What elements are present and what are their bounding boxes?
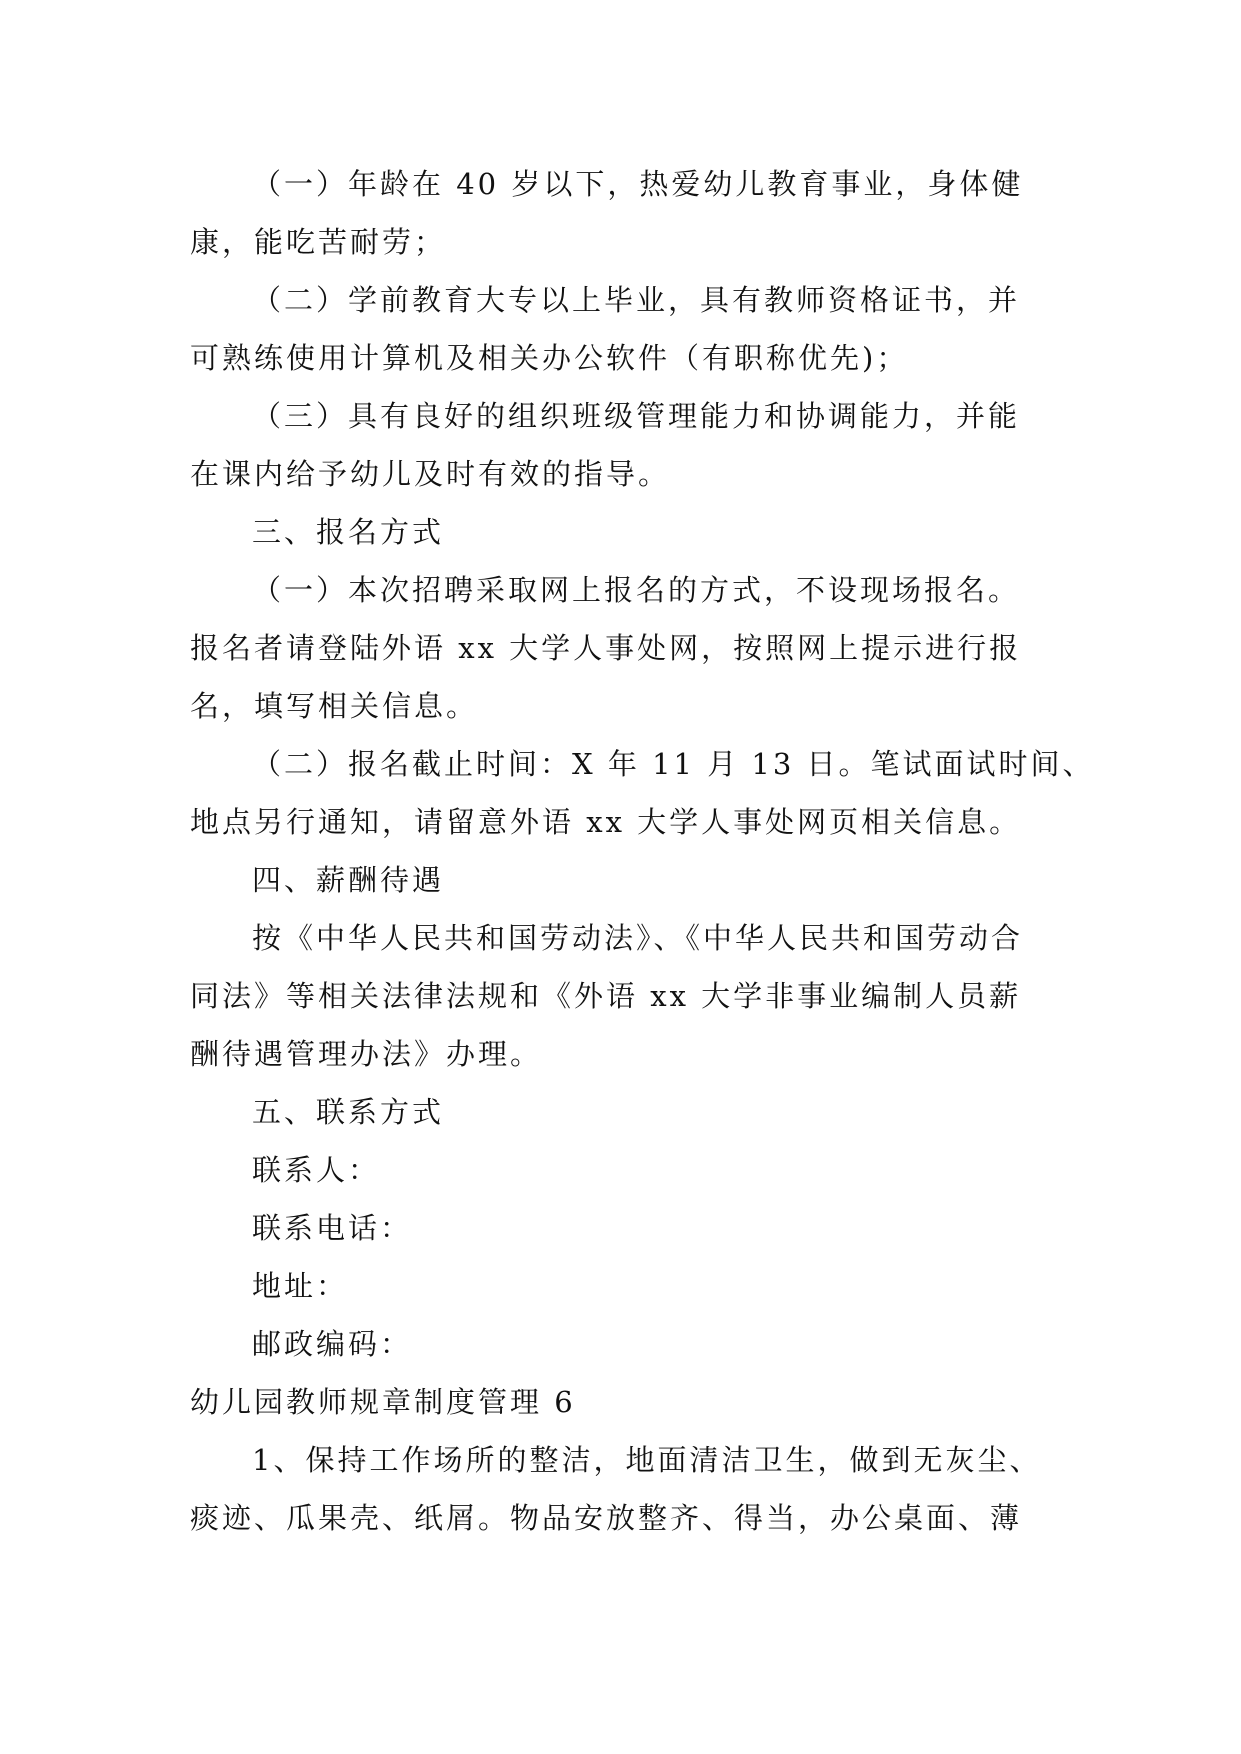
section-heading: 五、联系方式 [252, 1095, 445, 1129]
section-heading: 三、报名方式 [252, 515, 445, 549]
paragraph-line: （二）报名截止时间：X 年 11 月 13 日。笔试面试时间、 [252, 747, 1095, 781]
paragraph-line: 酬待遇管理办法》办理。 [190, 1037, 543, 1071]
section-heading: 四、薪酬待遇 [252, 863, 445, 897]
paragraph-line: 同法》等相关法律法规和《外语 xx 大学非事业编制人员薪 [190, 979, 1022, 1013]
document-body [190, 155, 1095, 1547]
paragraph-line: 1、保持工作场所的整洁，地面清洁卫生，做到无灰尘、 [252, 1443, 1042, 1477]
document-title: 幼儿园教师规章制度管理 6 [190, 1385, 576, 1419]
paragraph-line: 地点另行通知，请留意外语 xx 大学人事处网页相关信息。 [190, 805, 1022, 839]
paragraph-line: 康，能吃苦耐劳； [190, 225, 447, 259]
contact-person-label: 联系人： [252, 1153, 381, 1187]
paragraph-line: （三）具有良好的组织班级管理能力和协调能力，并能 [252, 399, 1021, 433]
paragraph-line: 按《中华人民共和国劳动法》、《中华人民共和国劳动合 [252, 921, 1024, 955]
paragraph-line: 名，填写相关信息。 [190, 689, 479, 723]
paragraph-line: 在课内给予幼儿及时有效的指导。 [190, 457, 671, 491]
paragraph-line: 可熟练使用计算机及相关办公软件（有职称优先)； [190, 341, 909, 375]
paragraph-line: 痰迹、瓜果壳、纸屑。物品安放整齐、得当，办公桌面、薄 [190, 1501, 1023, 1535]
paragraph-line: 报名者请登陆外语 xx 大学人事处网，按照网上提示进行报 [190, 631, 1022, 665]
address-label: 地址： [252, 1269, 349, 1303]
paragraph-line: （一）年龄在 40 岁以下，热爱幼儿教育事业，身体健 [252, 167, 1024, 201]
postal-code-label: 邮政编码： [252, 1327, 413, 1361]
paragraph-line: （一）本次招聘采取网上报名的方式，不设现场报名。 [252, 573, 1021, 607]
paragraph-line: （二）学前教育大专以上毕业，具有教师资格证书，并 [252, 283, 1021, 317]
contact-phone-label: 联系电话： [252, 1211, 413, 1245]
